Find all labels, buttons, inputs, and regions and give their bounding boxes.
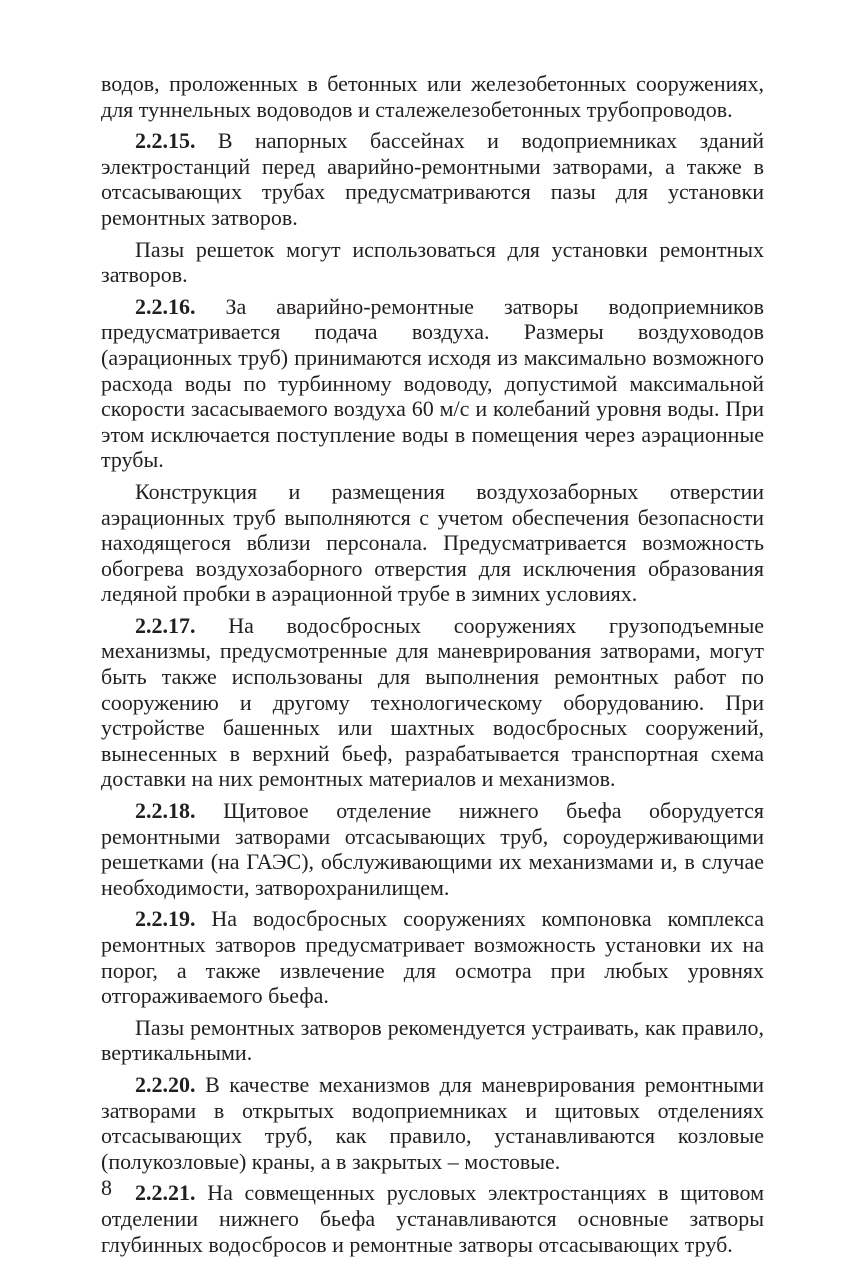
section-number: 2.2.19. — [135, 906, 196, 932]
paragraph-2-2-20 — [101, 1072, 764, 1174]
paragraph-text: На водосбросных сооружениях компоновка комплекса ремонтных затворов предусматривает возможность установки их на порог, а также извлечение для осмотра при любых уровнях отгораживаемого бьефа. — [101, 906, 764, 1009]
section-number: 2.2.18. — [135, 798, 196, 824]
paragraph-text: Конструкция и размещения воздухозаборных отверстии аэрационных труб выполняются с учетом обеспечения безопасности находящегося вблизи персонала. Предусматривается возможность обогрева воздухозаборного отверстия для исключения образования ледяной пробки в аэрационной трубе в зимних условиях. — [101, 478, 764, 607]
paragraph-text: В напорных бассейнах и водоприемниках зданий электростанций перед аварийно-ремонтными затворами, а также в отсасывающих трубах предусматриваются пазы для установки ремонтных затворов. — [101, 128, 765, 230]
page-number: 8 — [101, 1175, 112, 1200]
paragraph-2-2-19 — [101, 906, 764, 1008]
section-number: 2.2.20. — [135, 1071, 196, 1097]
paragraph-text: водов, проложенных в бетонных или железобетонных сооружениях, для туннельных водоводов и сталежелезобетонных трубопроводов. — [101, 71, 764, 122]
paragraph-text: Пазы решеток могут использоваться для установки ремонтных затворов. — [101, 236, 764, 288]
paragraph-2-2-15 — [101, 128, 764, 230]
paragraph-2-2-17 — [101, 613, 764, 792]
section-number: 2.2.17. — [135, 612, 196, 638]
paragraph-text: На совмещенных русловых электростанциях в щитовом отделении нижнего бьефа устанавливаются основные затворы глубинных водосбросов и ремонтные затворы отсасывающих труб. — [101, 1180, 765, 1257]
paragraph-2-2-19-note — [101, 1015, 764, 1066]
paragraph-2-2-16 — [101, 294, 764, 473]
paragraph-2-2-18 — [101, 798, 764, 900]
paragraph-text: В качестве механизмов для маневрирования ремонтными затворами в открытых водоприемниках и щитовых отделениях отсасывающих труб, как правило, устанавливаются козловые (полукозловые) краны, а в закрытых – мостовые. — [101, 1071, 765, 1174]
paragraph-2-2-16-note — [101, 479, 764, 607]
paragraph-text: За аварийно-ремонтные затворы водоприемников предусматривается подача воздуха. Размеры воздуховодов (аэрационных труб) принимаются исходя из максимально возможного расхода воды по турбинному водоводу, допустимой максимальной скорости засасываемого воздуха 60 м/с и колебаний уровня воды. При этом исключается поступление воды в помещения через аэрационные трубы. — [101, 293, 764, 473]
section-number: 2.2.21. — [135, 1180, 196, 1206]
paragraph-text: Пазы ремонтных затворов рекомендуется устраивать, как правило, вертикальными. — [101, 1014, 764, 1066]
document-page — [101, 71, 764, 1257]
section-number: 2.2.16. — [135, 293, 196, 319]
paragraph-text: Щитовое отделение нижнего бьефа оборудуется ремонтными затворами отсасывающих труб, сороудерживающими решетками (на ГАЭС), обслуживающими их механизмами и, в случае необходимости, затворохранилищем. — [101, 798, 764, 900]
section-number: 2.2.15. — [135, 128, 196, 154]
paragraph-continuation — [101, 71, 764, 122]
paragraph-2-2-21 — [101, 1180, 764, 1257]
paragraph-text: На водосбросных сооружениях грузоподъемные механизмы, предусмотренные для маневрирования затворами, могут быть также использованы для выполнения ремонтных работ по сооружению и другому технологическому оборудованию. При устройстве башенных или шахтных водосбросных сооружений, вынесенных в верхний бьеф, разрабатывается транспортная схема доставки на них ремонтных материалов и механизмов. — [101, 612, 764, 792]
paragraph-2-2-15-note — [101, 237, 764, 288]
